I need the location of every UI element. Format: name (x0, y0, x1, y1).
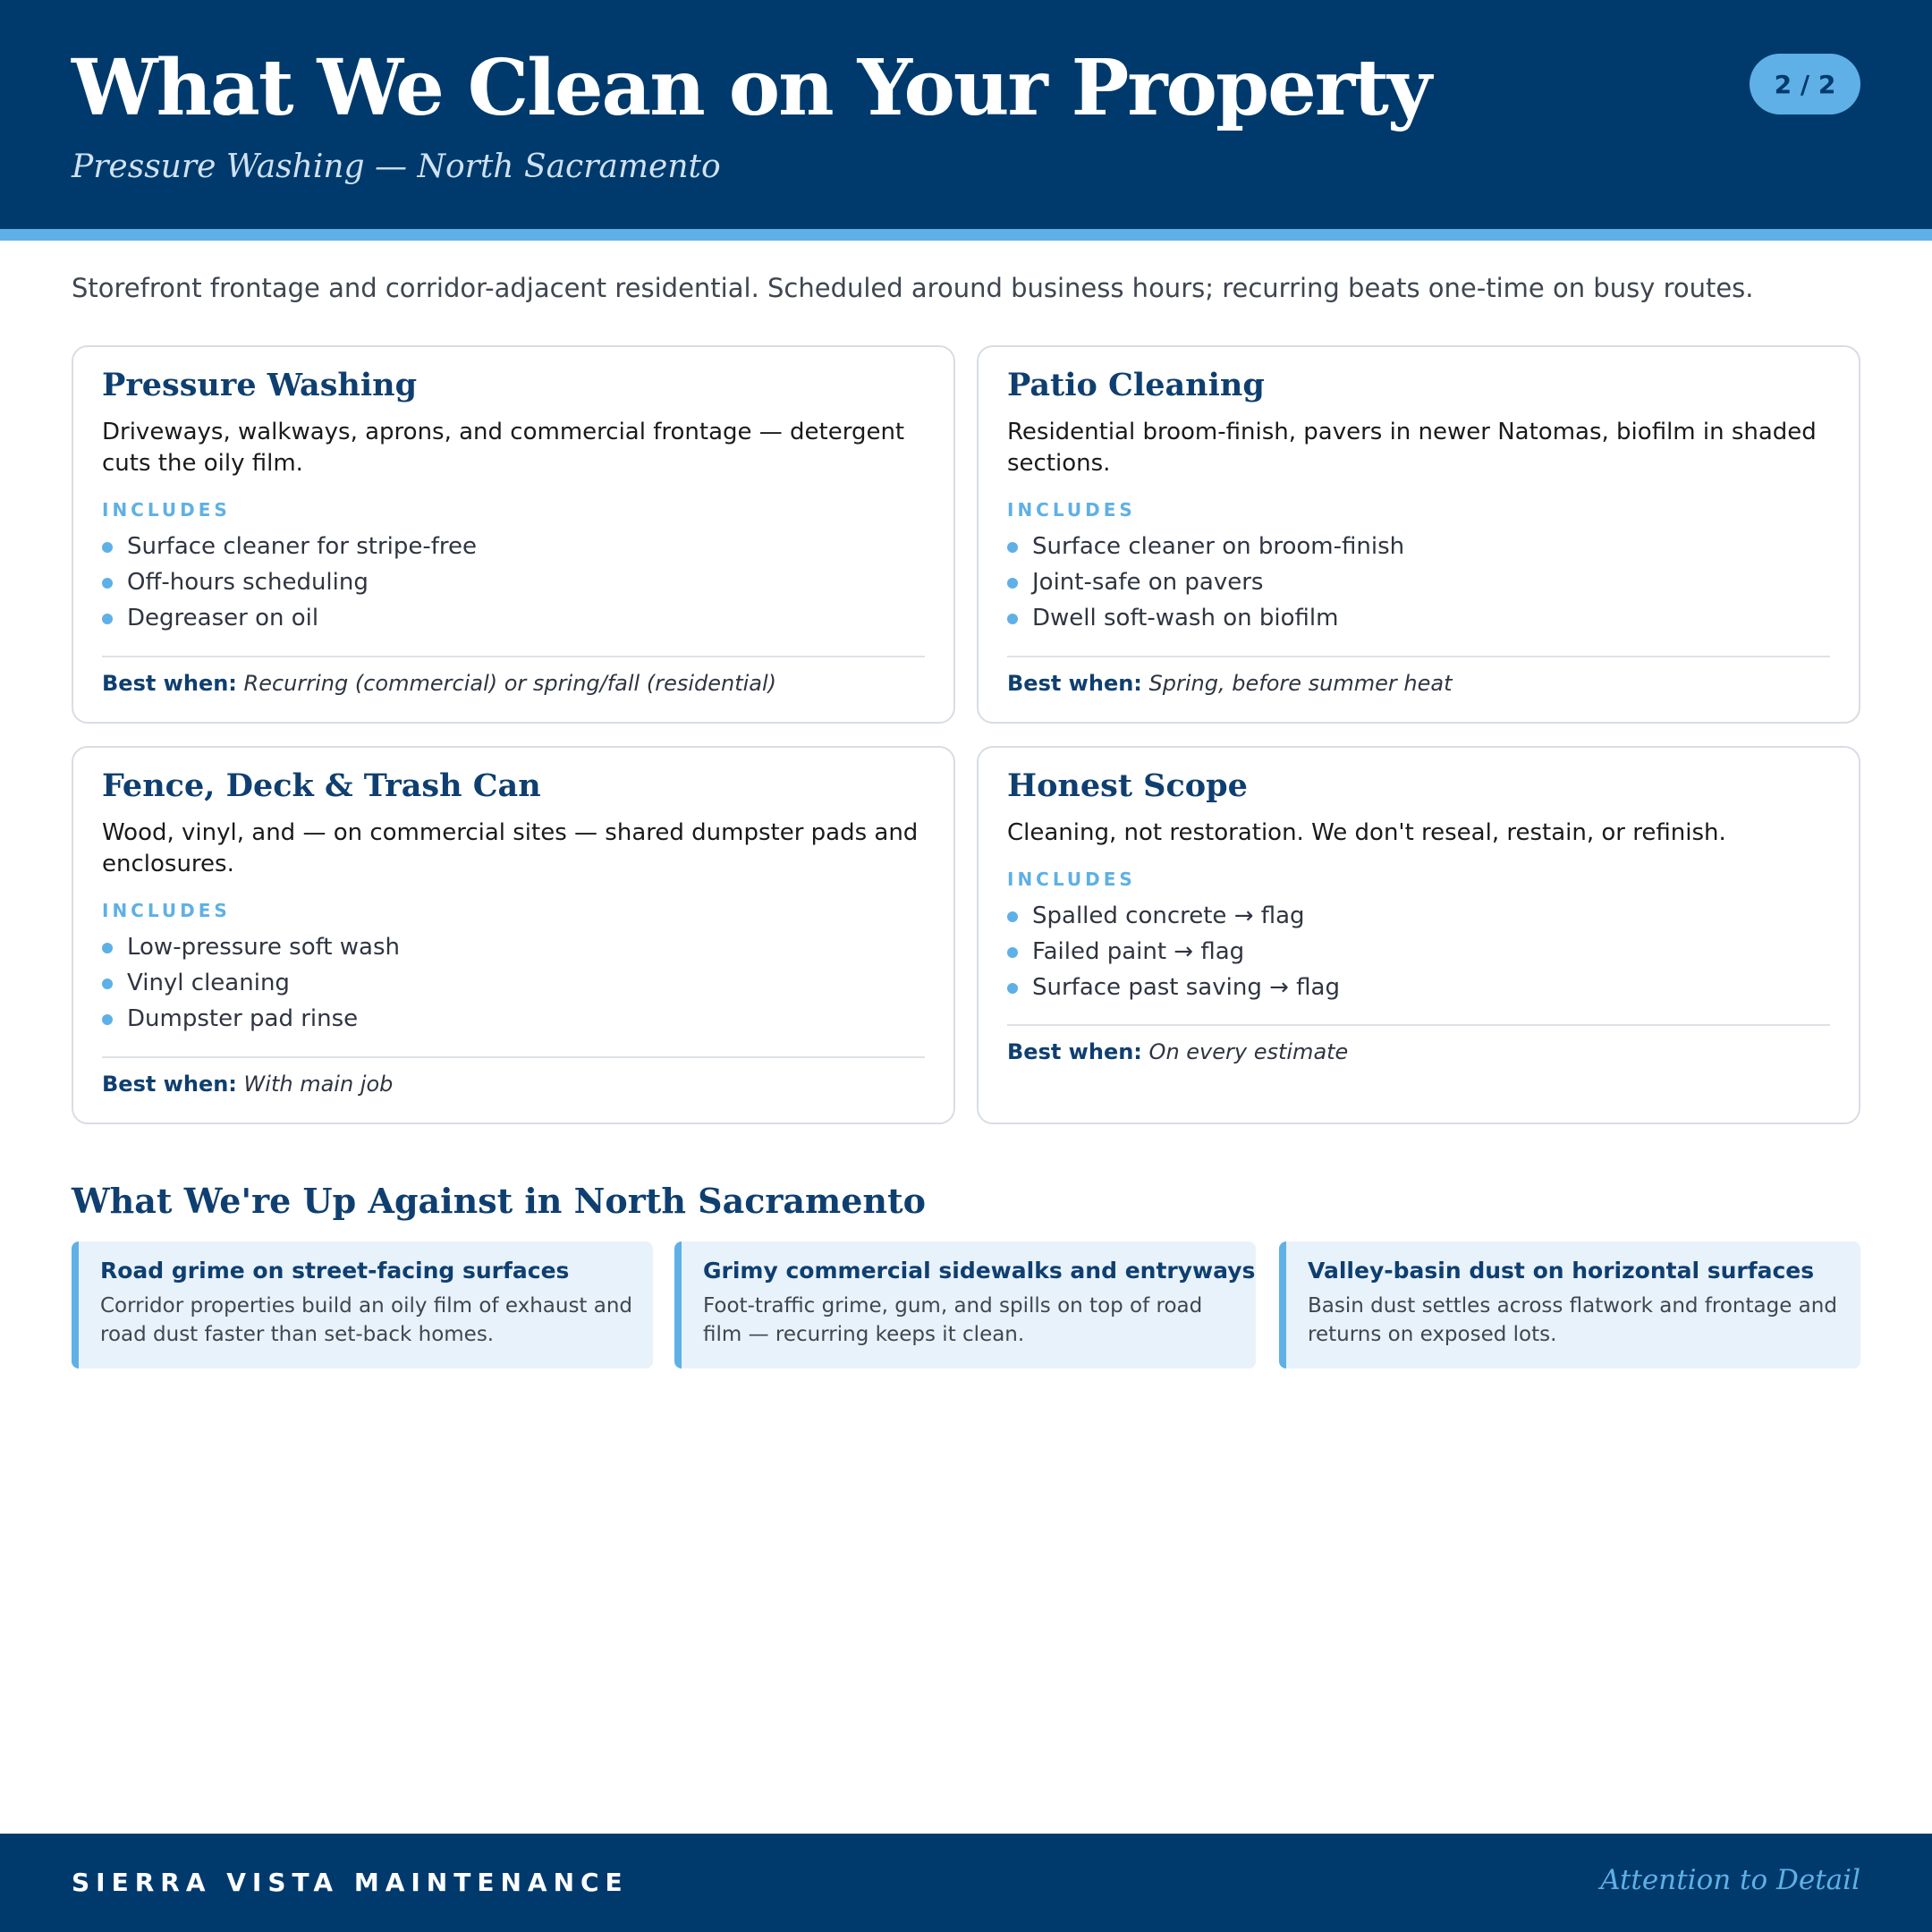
list-item-label: Failed paint → flag (1032, 938, 1245, 965)
service-card-patio-cleaning (977, 345, 1860, 724)
card-description: Residential broom-finish, pavers in newer Natomas, biofilm in shaded sections. (1007, 419, 1817, 477)
intro-text: Storefront frontage and corridor-adjacent residential. Scheduled around business hours; recurring beats one-time on busy routes. (72, 273, 1754, 303)
divider (1007, 1024, 1830, 1026)
card-title: Honest Scope (1007, 767, 1248, 804)
service-card-pressure-washing (72, 345, 955, 724)
list-item-label: Dumpster pad rinse (127, 1005, 359, 1032)
challenge-callout (674, 1241, 1256, 1368)
divider (102, 1056, 925, 1058)
list-item (102, 600, 477, 636)
challenge-body: Basin dust settles across flatwork and frontage and returns on exposed lots. (1308, 1294, 1837, 1346)
service-card-honest-scope (977, 746, 1860, 1124)
list-item (102, 1001, 400, 1037)
card-title: Fence, Deck & Trash Can (102, 767, 541, 804)
list-item (102, 965, 400, 1001)
best-when-label: Best when: (1007, 1039, 1142, 1064)
list-item (1007, 600, 1404, 636)
bullet-icon (1007, 983, 1018, 994)
card-description: Wood, vinyl, and — on commercial sites — shared dumpster pads and enclosures. (102, 819, 919, 877)
list-item (1007, 970, 1340, 1005)
list-item-label: Vinyl cleaning (127, 970, 290, 996)
card-description: Driveways, walkways, aprons, and commercial frontage — detergent cuts the oily film. (102, 419, 905, 477)
card-title: Patio Cleaning (1007, 367, 1265, 403)
list-item-label: Low-pressure soft wash (127, 934, 400, 961)
page-header (0, 0, 1932, 229)
best-when-value: Recurring (commercial) or spring/fall (residential) (243, 671, 777, 696)
challenge-title: Road grime on street-facing surfaces (100, 1258, 570, 1284)
list-item-label: Degreaser on oil (127, 605, 319, 631)
list-item-label: Spalled concrete → flag (1032, 902, 1305, 929)
page-indicator-badge: 2 / 2 (1750, 54, 1860, 114)
divider (102, 656, 925, 657)
page-subtitle: Pressure Washing — North Sacramento (72, 148, 721, 185)
bullet-icon (102, 1014, 113, 1025)
includes-label: INCLUDES (102, 499, 231, 521)
list-item-label: Dwell soft-wash on biofilm (1032, 605, 1339, 631)
bullet-icon (1007, 578, 1018, 589)
list-item-label: Surface cleaner on broom-finish (1032, 533, 1405, 560)
best-when-label: Best when: (102, 1072, 237, 1097)
brand-tagline: Attention to Detail (1600, 1864, 1860, 1896)
bullet-icon (102, 943, 113, 953)
includes-label: INCLUDES (102, 900, 231, 921)
list-item-label: Surface cleaner for stripe-free (127, 533, 478, 560)
header-accent-stripe (0, 229, 1932, 241)
best-when (102, 671, 776, 696)
includes-list (1007, 529, 1404, 636)
bullet-icon (1007, 542, 1018, 553)
list-item (1007, 564, 1404, 600)
page-footer (0, 1834, 1932, 1932)
bullet-icon (1007, 614, 1018, 624)
best-when-value: Spring, before summer heat (1148, 671, 1453, 696)
list-item-label: Surface past saving → flag (1032, 974, 1340, 1001)
card-description: Cleaning, not restoration. We don't reseal, restain, or refinish. (1007, 819, 1726, 846)
bullet-icon (1007, 947, 1018, 958)
page-title: What We Clean on Your Property (72, 43, 1430, 133)
card-title: Pressure Washing (102, 367, 418, 403)
includes-label: INCLUDES (1007, 499, 1136, 521)
bullet-icon (102, 979, 113, 989)
challenge-callout (1279, 1241, 1860, 1368)
list-item (1007, 934, 1340, 970)
divider (1007, 656, 1830, 657)
service-card-fence-deck-trash (72, 746, 955, 1124)
includes-list (102, 929, 400, 1037)
challenge-title: Valley-basin dust on horizontal surfaces (1308, 1258, 1815, 1284)
best-when (1007, 1039, 1348, 1064)
includes-label: INCLUDES (1007, 869, 1136, 890)
bullet-icon (102, 542, 113, 553)
best-when-label: Best when: (102, 671, 237, 696)
challenge-body: Foot-traffic grime, gum, and spills on top of road film — recurring keeps it clean. (703, 1294, 1203, 1346)
challenge-title: Grimy commercial sidewalks and entryways (703, 1258, 1256, 1284)
best-when-value: With main job (243, 1072, 394, 1097)
bullet-icon (102, 614, 113, 624)
list-item (102, 929, 400, 965)
challenge-callout (72, 1241, 653, 1368)
challenges-heading: What We're Up Against in North Sacramento (72, 1181, 926, 1221)
best-when (1007, 671, 1452, 696)
best-when-value: On every estimate (1148, 1039, 1349, 1064)
challenge-body: Corridor properties build an oily film of exhaust and road dust faster than set-back homes. (100, 1294, 633, 1346)
bullet-icon (102, 578, 113, 589)
list-item-label: Off-hours scheduling (127, 569, 369, 596)
bullet-icon (1007, 911, 1018, 922)
list-item-label: Joint-safe on pavers (1032, 569, 1264, 596)
list-item (102, 529, 477, 564)
best-when (102, 1072, 393, 1097)
list-item (1007, 529, 1404, 564)
best-when-label: Best when: (1007, 671, 1142, 696)
includes-list (102, 529, 477, 636)
brand-name: SIERRA VISTA MAINTENANCE (72, 1868, 629, 1897)
includes-list (1007, 898, 1340, 1005)
list-item (1007, 898, 1340, 934)
list-item (102, 564, 477, 600)
